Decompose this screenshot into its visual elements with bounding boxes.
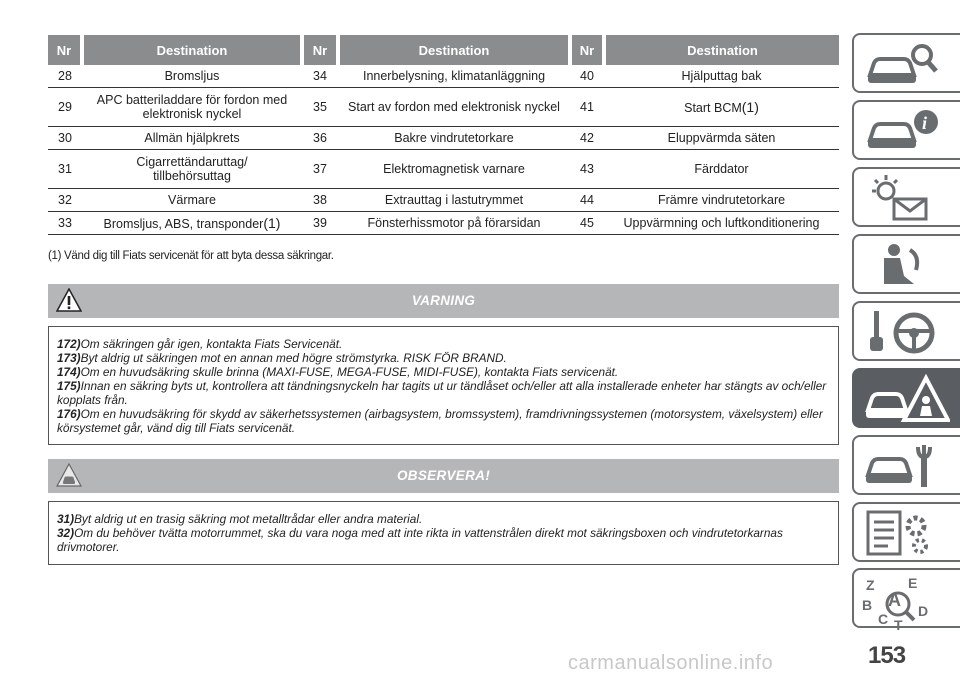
fuse-nr: 44 <box>570 189 604 212</box>
fuse-destination <box>82 189 302 212</box>
warning-item <box>57 407 830 435</box>
note-item-text: Om du behöver tvätta motorrummet, ska du vara noga med att inte rikta in vattenstrålen direkt mot säkringsboxen och vindrutetorkarnas drivmotorer. <box>57 526 783 554</box>
destination-text: APC batteriladdare för fordon med elektronisk nyckel <box>96 93 288 121</box>
fuse-destination <box>82 127 302 150</box>
sidebar-tab-car-search[interactable] <box>852 33 960 93</box>
fuse-nr: 37 <box>302 150 338 189</box>
table-header-row <box>48 35 839 65</box>
page-number: 153 <box>868 642 906 669</box>
destination-text: Bakre vindrutetorkare <box>394 131 514 145</box>
fuse-nr: 34 <box>302 65 338 88</box>
car-info-icon <box>860 106 940 158</box>
fuse-nr: 38 <box>302 189 338 212</box>
warning-body <box>48 326 839 445</box>
table-row <box>48 212 839 235</box>
table-row <box>48 127 839 150</box>
sidebar-tab-warning-lights[interactable] <box>852 167 960 227</box>
fuse-nr: 30 <box>48 127 82 150</box>
sidebar-tab-emergency[interactable] <box>852 368 960 428</box>
fuse-destination <box>604 189 839 212</box>
destination-text: Innerbelysning, klimatanläggning <box>362 69 546 83</box>
destination-text: Hjälputtag bak <box>681 69 762 83</box>
fuse-destination <box>82 150 302 189</box>
header-destination: Destination <box>604 35 839 65</box>
fuse-destination <box>604 88 839 127</box>
fuse-destination <box>82 212 302 235</box>
footnote-ref: (1) <box>263 214 281 231</box>
fuse-nr: 33 <box>48 212 82 235</box>
fuse-table <box>48 35 839 235</box>
header-destination: Destination <box>338 35 570 65</box>
warning-item-number: 172) <box>57 337 81 351</box>
fuse-nr: 32 <box>48 189 82 212</box>
warning-item-text: Om en huvudsäkring skulle brinna (MAXI-FUSE, MEGA-FUSE, MIDI-FUSE), kontakta Fiats servicenät. <box>80 365 619 379</box>
svg-text:B: B <box>862 597 873 613</box>
destination-text: Extrauttag i lastutrymmet <box>384 193 524 207</box>
destination-text: Färddator <box>694 162 749 176</box>
note-header <box>48 459 839 493</box>
svg-text:D: D <box>918 603 929 619</box>
sidebar-tab-safety[interactable] <box>852 234 960 294</box>
fuse-destination <box>82 65 302 88</box>
warning-item <box>57 337 830 351</box>
warning-item <box>57 365 830 379</box>
warning-header <box>48 284 839 318</box>
destination-text: Uppvärmning och luftkonditionering <box>623 216 820 230</box>
fuse-nr: 36 <box>302 127 338 150</box>
svg-text:Z: Z <box>866 577 875 593</box>
fuse-nr: 41 <box>570 88 604 127</box>
destination-text: Främre vindrutetorkare <box>657 193 786 207</box>
destination-text: Start av fordon med elektronisk nyckel <box>348 100 560 114</box>
fuse-destination <box>338 127 570 150</box>
table-row <box>48 150 839 189</box>
note-item-text: Byt aldrig ut en trasig säkring mot metalltrådar eller andra material. <box>74 512 423 526</box>
fuse-destination <box>338 212 570 235</box>
warning-triangle-icon <box>56 288 82 312</box>
warning-item-text: Byt aldrig ut säkringen mot en annan med högre strömstyrka. RISK FÖR BRAND. <box>80 351 507 365</box>
fuse-destination <box>338 189 570 212</box>
footnote-ref: (1) <box>741 98 759 115</box>
destination-text: Cigarrettändaruttag/ tillbehörsuttag <box>136 155 248 183</box>
warning-item-number: 173) <box>57 351 81 365</box>
fuse-nr: 39 <box>302 212 338 235</box>
fuse-destination <box>604 65 839 88</box>
warning-light-message-icon <box>860 173 940 225</box>
note-item <box>57 526 830 554</box>
sidebar-tab-index[interactable] <box>852 568 960 628</box>
alphabetical-index-icon <box>860 574 940 630</box>
warning-item-number: 176) <box>57 407 81 421</box>
watermark: carmanualsonline.info <box>568 652 774 674</box>
warning-title: VARNING <box>411 293 476 308</box>
fuse-nr: 29 <box>48 88 82 127</box>
fuse-destination <box>82 88 302 127</box>
fuse-destination <box>604 127 839 150</box>
fuse-nr: 43 <box>570 150 604 189</box>
table-row <box>48 189 839 212</box>
svg-text:A: A <box>888 590 901 610</box>
warning-item <box>57 351 830 365</box>
destination-text: Start BCM <box>684 100 742 115</box>
specifications-icon <box>860 508 940 560</box>
car-breakdown-warning-icon <box>860 374 950 426</box>
destination-text: Bromsljus, ABS, transponder <box>103 216 264 231</box>
svg-text:T: T <box>894 617 903 630</box>
warning-item-number: 174) <box>57 365 81 379</box>
svg-text:E: E <box>908 575 918 591</box>
car-note-icon <box>56 463 82 489</box>
warning-box <box>48 284 839 445</box>
note-item-number: 32) <box>57 526 75 540</box>
car-maintenance-icon <box>860 441 940 493</box>
fuse-destination <box>604 150 839 189</box>
header-nr: Nr <box>302 35 338 65</box>
fuse-destination <box>604 212 839 235</box>
key-steering-wheel-icon <box>860 307 940 359</box>
header-nr: Nr <box>48 35 82 65</box>
note-body <box>48 501 839 565</box>
seat-airbag-icon <box>860 240 940 292</box>
sidebar-tab-car-info[interactable] <box>852 100 960 160</box>
warning-item-number: 175) <box>57 379 81 393</box>
warning-item-text: Om säkringen går igen, kontakta Fiats Servicenät. <box>80 337 343 351</box>
fuse-nr: 28 <box>48 65 82 88</box>
sidebar-tab-starting-driving[interactable] <box>852 301 960 361</box>
fuse-nr: 40 <box>570 65 604 88</box>
car-search-icon <box>860 39 940 91</box>
note-title: OBSERVERA! <box>396 468 490 483</box>
table-row <box>48 65 839 88</box>
destination-text: Eluppvärmda säten <box>667 131 776 145</box>
svg-text:i: i <box>922 113 928 133</box>
note-box <box>48 459 839 565</box>
warning-item-text: Innan en säkring byts ut, kontrollera att tändningsnyckeln har tagits ut ur tändlåset och/eller att alla installerade enheter har stängts av och/eller kopplats från. <box>57 379 827 407</box>
fuse-destination <box>338 88 570 127</box>
header-destination: Destination <box>82 35 302 65</box>
fuse-nr: 35 <box>302 88 338 127</box>
header-nr: Nr <box>570 35 604 65</box>
sidebar-tab-maintenance[interactable] <box>852 435 960 495</box>
svg-text:C: C <box>878 611 889 627</box>
destination-text: Bromsljus <box>164 69 220 83</box>
fuse-nr: 42 <box>570 127 604 150</box>
destination-text: Allmän hjälpkrets <box>144 131 240 145</box>
fuse-destination <box>338 150 570 189</box>
table-row <box>48 88 839 127</box>
warning-item <box>57 379 830 407</box>
warning-item-text: Om en huvudsäkring för skydd av säkerhetssystemen (airbagsystem, bromssystem), framdrivningssystemen (motorsystem, växelsystem) eller körsystemet går, vänd dig till Fiats servicenät. <box>57 407 823 435</box>
destination-text: Elektromagnetisk varnare <box>383 162 525 176</box>
fuse-nr: 31 <box>48 150 82 189</box>
destination-text: Fönsterhissmotor på förarsidan <box>367 216 541 230</box>
fuse-destination <box>338 65 570 88</box>
note-item-number: 31) <box>57 512 75 526</box>
destination-text: Värmare <box>168 193 216 207</box>
fuse-nr: 45 <box>570 212 604 235</box>
sidebar-tab-specifications[interactable] <box>852 502 960 562</box>
table-footnote: (1) Vänd dig till Fiats servicenät för att byta dessa säkringar. <box>48 250 334 262</box>
note-item <box>57 512 830 526</box>
